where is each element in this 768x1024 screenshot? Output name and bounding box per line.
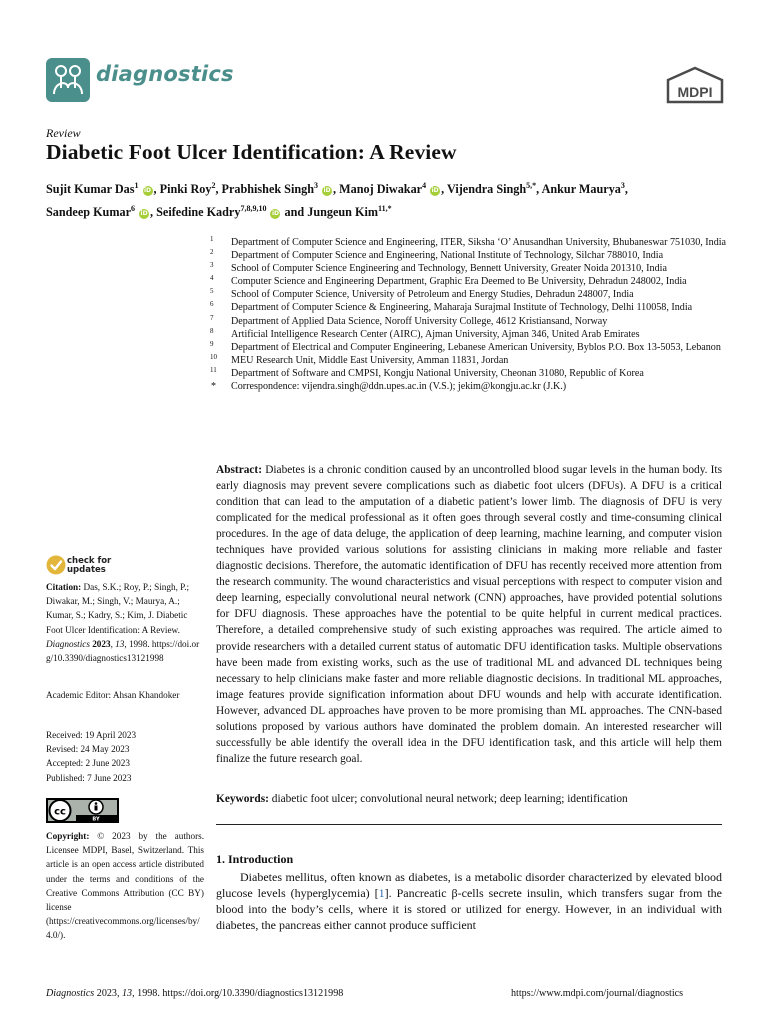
- citation-year: 2023: [92, 638, 111, 649]
- orcid-icon[interactable]: iD: [144, 187, 152, 195]
- author-separator: ,: [441, 182, 448, 197]
- author-name: Vijendra Singh: [447, 182, 527, 197]
- mdpi-logo-text: MDPI: [677, 84, 713, 100]
- author-affiliation-marker: 2: [211, 181, 216, 190]
- citation-doi[interactable]: https://doi.org/10.3390/diagnostics13121998: [46, 638, 200, 664]
- affiliation-number: 4: [210, 274, 214, 283]
- affiliation-item: [210, 341, 730, 354]
- affiliation-number: 6: [210, 300, 214, 309]
- orcid-icon[interactable]: iD: [323, 187, 331, 195]
- affiliation-number: 7: [210, 313, 214, 322]
- author-affiliation-marker: 11,*: [378, 204, 392, 214]
- copyright-label: Copyright:: [46, 831, 90, 841]
- affiliation-item: [210, 249, 730, 262]
- affiliation-item: [210, 262, 730, 275]
- affiliation-text: Department of Computer Science and Engineering, ITER, Siksha ‘O’ Anusandhan University, Bhubaneswar 751030, India: [231, 237, 727, 248]
- date-published: Published: 7 June 2023: [46, 772, 132, 783]
- cc-by-license-icon[interactable]: [46, 798, 119, 823]
- publication-dates: [46, 728, 204, 785]
- section-heading-introduction: 1. Introduction: [216, 852, 294, 866]
- affiliation-text: MEU Research Unit, Middle East University, Amman 11831, Jordan: [231, 354, 509, 366]
- journal-logo-icon: [46, 58, 90, 102]
- intro-text-1: Diabetes mellitus, often known as diabetes, is a metabolic disorder characterized by elevated blood glucose levels (hyperglycemia) [: [216, 870, 722, 901]
- author-name: Manoj Diwakar: [339, 182, 423, 197]
- affiliation-text: Department of Software and CMPSI, Kongju National University, Cheonan 31080, Republic of Korea: [231, 367, 644, 379]
- journal-name: diagnostics: [96, 62, 234, 86]
- citation-journal: Diagnostics: [46, 638, 90, 649]
- check-updates-line1: check for: [67, 556, 112, 566]
- affiliation-text: Department of Electrical and Computer Engineering, Lebanese American University, Byblos P.O. Box 13-5053, Lebanon: [231, 341, 721, 353]
- footer-volume: 13: [122, 988, 133, 999]
- cc-by-label: BY: [92, 816, 100, 823]
- date-revised: Revised: 24 May 2023: [46, 744, 130, 755]
- affiliation-number: 2: [210, 248, 214, 257]
- citation-volume: 13: [115, 638, 125, 649]
- citation-block: Citation: Das, S.K.; Roy, P.; Singh, P.; Diwakar, M.; Singh, V.; Maurya, A.; Kumar, S.; Kadry, S.; Kim, J. Diabetic Foot Ulcer Identification: A Review. Diagnostics 2023, 13, 1998. https://doi.org/10.3390/diagnostics13121998: [46, 582, 200, 664]
- keywords: [216, 793, 722, 805]
- affiliation-text: Computer Science and Engineering Department, Graphic Era Deemed to Be University, Dehradun 248002, India: [231, 276, 687, 288]
- copyright-block: [46, 829, 204, 943]
- author-name: Prabhishek Singh: [221, 182, 314, 197]
- affiliation-item: [210, 301, 730, 314]
- introduction-paragraph: [216, 869, 722, 933]
- author-affiliation-marker: 7,8,9,10: [240, 204, 267, 214]
- reference-link[interactable]: 1: [378, 886, 385, 901]
- affiliation-text: Department of Applied Data Science, Noroff University College, 4612 Kristiansand, Norway: [231, 315, 608, 327]
- affiliation-item: [210, 354, 730, 367]
- author-name: Sujit Kumar Das: [46, 182, 135, 197]
- footer-citation: Diagnostics 2023, 13, 1998. https://doi.org/10.3390/diagnostics13121998: [46, 988, 344, 999]
- author-name: Pinki Roy: [159, 182, 212, 197]
- affiliation-item: [210, 275, 730, 288]
- affiliation-item: [210, 236, 730, 249]
- abstract: [216, 462, 722, 767]
- author-affiliation-marker: 3: [620, 181, 625, 190]
- affiliation-number: 5: [210, 287, 214, 296]
- author-affiliation-marker: 5,*: [526, 181, 537, 190]
- author-separator: ,: [624, 182, 628, 197]
- check-for-updates-icon[interactable]: [46, 554, 66, 576]
- orcid-icon[interactable]: iD: [271, 210, 279, 218]
- citation-pages: , 1998.: [124, 638, 150, 649]
- abstract-label: Abstract:: [216, 464, 262, 476]
- section-divider: [216, 824, 722, 825]
- intro-text-2: ]. Pancreatic β-cells secrete insulin, which transfers sugar from the blood into the body’s cells, where it is stored or utilized for energy. However, in an individual with diabetes, the pancreas either cannot produce sufficient: [216, 886, 722, 933]
- affiliation-text: Artificial Intelligence Research Center (AIRC), Ajman University, Ajman 346, United Arab Emirates: [231, 328, 640, 340]
- affiliation-text: Department of Computer Science and Engineering, National Institute of Technology, Silchar 788010, India: [231, 250, 664, 262]
- affiliation-number: 1: [210, 235, 214, 243]
- footer-journal-url[interactable]: https://www.mdpi.com/journal/diagnostics: [511, 988, 684, 999]
- date-received: Received: 19 April 2023: [46, 730, 137, 740]
- affiliation-item: [210, 288, 730, 301]
- affiliation-item: [210, 328, 730, 341]
- keywords-text: diabetic foot ulcer; convolutional neural network; deep learning; identification: [271, 793, 628, 805]
- footer-journal: Diagnostics: [46, 988, 95, 999]
- affiliation-item: [210, 315, 730, 328]
- citation-text: Das, S.K.; Roy, P.; Singh, P.; Diwakar, M.; Singh, V.; Maurya, A.; Kumar, S.; Kadry, S.; Kim, J. Diabetic Foot Ulcer Identification: A Review.: [46, 582, 190, 635]
- affiliation-text: School of Computer Science Engineering and Technology, Bennett University, Greater Noida 201310, India: [231, 263, 667, 275]
- affiliation-number: 11: [210, 365, 217, 374]
- article-title: Diabetic Foot Ulcer Identification: A Review: [46, 140, 457, 164]
- affiliation-item: [210, 367, 730, 380]
- orcid-icon[interactable]: iD: [431, 187, 439, 195]
- svg-text:cc: cc: [54, 806, 66, 818]
- author-affiliation-marker: 3: [314, 181, 318, 190]
- copyright-text: © 2023 by the authors. Licensee MDPI, Basel, Switzerland. This article is an open access article distributed under the terms and conditions of the Creative Commons Attribution (CC BY) license (https://creativecommons.org/licenses/by/4.0/).: [46, 831, 204, 941]
- footer-doi[interactable]: , 1998. https://doi.org/10.3390/diagnostics13121998: [132, 988, 344, 999]
- date-accepted: Accepted: 2 June 2023: [46, 758, 130, 769]
- academic-editor: Academic Editor: Ahsan Khandoker: [46, 690, 180, 700]
- author-name: Seifedine Kadry: [156, 205, 241, 220]
- author-name: Sandeep Kumar: [46, 205, 131, 220]
- affiliation-number: 10: [210, 352, 217, 361]
- author-affiliation-marker: 6: [131, 204, 135, 214]
- author-separator: ,: [153, 182, 160, 197]
- affiliation-text: School of Computer Science, University of Petroleum and Energy Studies, Dehradun 248007, India: [231, 289, 634, 301]
- abstract-text: Diabetes is a chronic condition caused by an uncontrolled blood sugar levels in the human body. Its early diagnosis may prevent severe complications such as diabetic foot ulcers (DFUs). A DFU is a critical condition that can lead to the amputation of a diabetic patient’s lower limb. The diagnosis of DFU is very complicated for the medical professional as it often goes through several costly and time-consuming clinical procedures. In the age of data deluge, the application of deep learning, machine learning, and computer vision techniques have provided various solutions for assisting clinicians in making more reliable and faster diagnostic decisions. Therefore, the automatic identification of DFU has recently received more attention from the research community. The wound characteristics and visual perceptions with respect to computer vision and deep learning, especially convolutional neural network (CNN) approaches, have provided potential solutions for DFU diagnosis. These approaches have the potential to be quite helpful in current medical practices. Therefore, a detailed comprehensive study of such existing approaches was required. The article aimed to provide researchers with a detailed current status of automatic DFU identification tasks. Multiple observations have been made from existing works, such as the use of traditional ML and advanced DL techniques being necessary to help clinicians make faster and more reliable diagnostic decisions. In traditional ML approaches, image features provide signification information about DFU wounds and help with accurate identification. However, advanced DL approaches have proven to be more promising than ML approaches. The CNN-based solutions proposed by various authors have dominated the problem domain. An interested researcher will successfully be able identify the overall idea in the DFU identification task, and this article will help them finalize the future research goal.: [216, 464, 722, 765]
- affiliation-number: 8: [210, 326, 214, 335]
- mdpi-logo-icon: [666, 66, 724, 104]
- footer-year: 2023: [96, 988, 117, 999]
- author-separator: ,: [536, 182, 542, 197]
- affiliation-number: 9: [210, 339, 214, 348]
- author-name: Ankur Maurya: [541, 182, 621, 197]
- author-separator: ,: [333, 182, 340, 197]
- affiliation-number: 3: [210, 261, 214, 270]
- article-type: Review: [46, 126, 81, 140]
- orcid-icon[interactable]: iD: [140, 210, 148, 218]
- author-affiliation-marker: 1: [134, 181, 139, 190]
- affiliation-text: Department of Computer Science & Engineering, Maharaja Surajmal Institute of Technology, Delhi 110058, India: [231, 302, 693, 314]
- author-affiliation-marker: 4: [422, 181, 427, 190]
- author-separator: ,: [150, 205, 157, 220]
- author-separator: ,: [215, 182, 222, 197]
- affiliation-number: *: [211, 381, 216, 393]
- affiliation-item: [210, 380, 730, 393]
- check-for-updates-label[interactable]: [67, 557, 111, 575]
- keywords-label: Keywords:: [216, 793, 269, 805]
- affiliations: [210, 236, 730, 393]
- affiliation-text: Correspondence: vijendra.singh@ddn.upes.ac.in (V.S.); jekim@kongju.ac.kr (J.K.): [231, 381, 567, 393]
- author-name: Jungeun Kim: [307, 205, 379, 220]
- author-list: [46, 176, 726, 222]
- author-separator: and: [281, 205, 308, 220]
- citation-label: Citation:: [46, 582, 82, 592]
- check-updates-line2: updates: [67, 565, 106, 575]
